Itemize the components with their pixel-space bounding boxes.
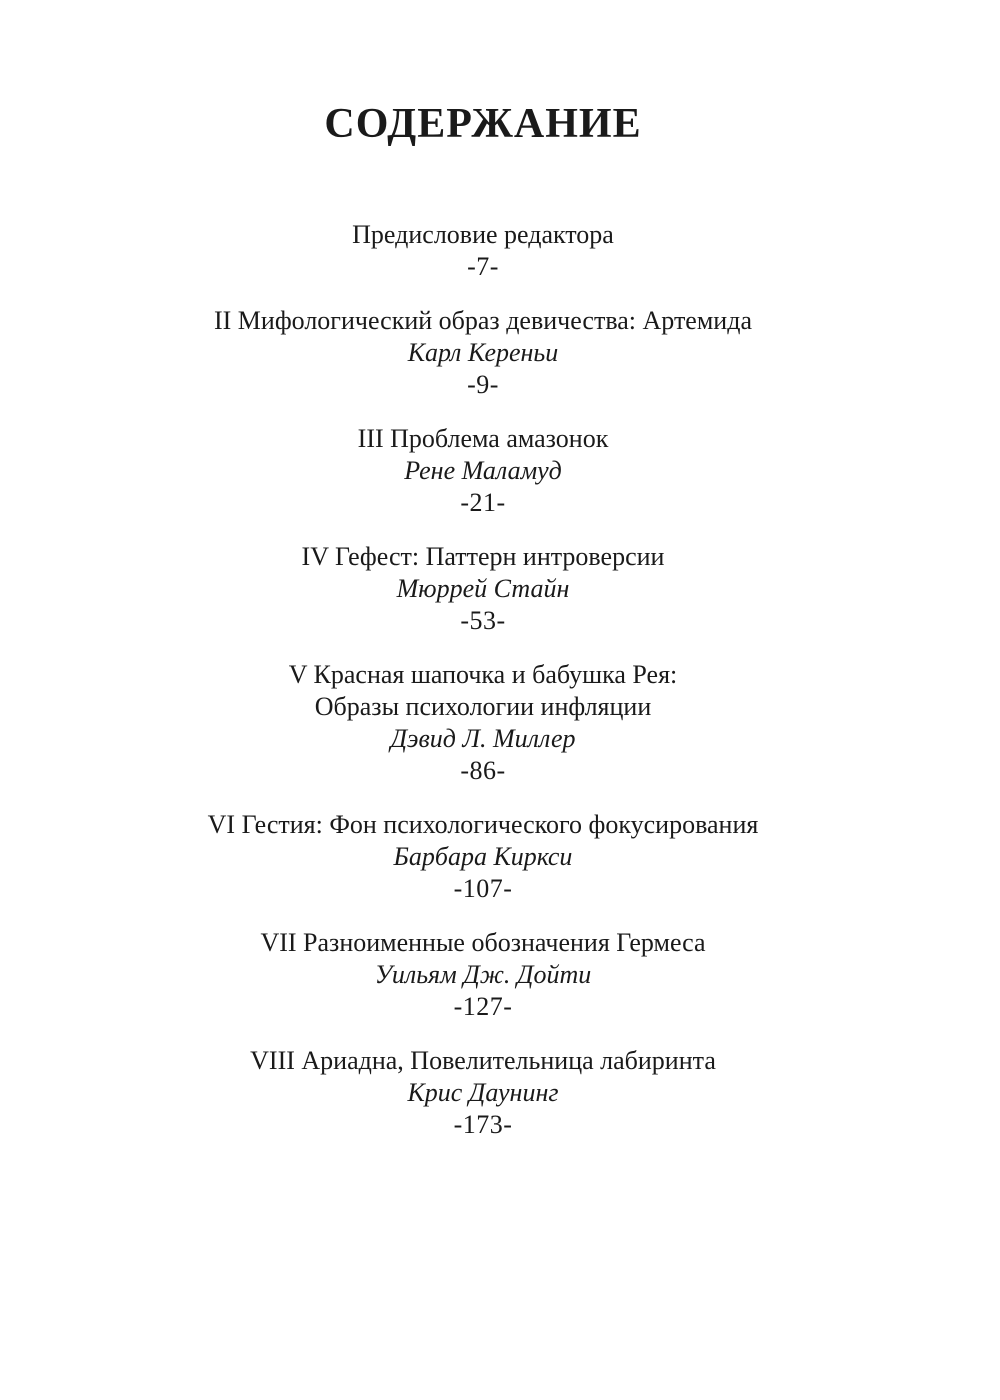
toc-entry-6: [0, 809, 966, 905]
entry-title: IV Гефест: Паттерн интроверсии: [301, 542, 665, 571]
entry-author: Рене Маламуд: [404, 456, 562, 485]
entry-author: Дэвид Л. Миллер: [390, 724, 576, 753]
entry-page-number: -127-: [453, 992, 513, 1021]
toc-entry-preface: [0, 219, 966, 283]
toc-entry-7: [0, 927, 966, 1023]
toc-entry-4: [0, 541, 966, 637]
entry-author: Уильям Дж. Дойти: [374, 960, 592, 989]
entry-page-number: -53-: [460, 606, 506, 635]
entry-page-number: -9-: [467, 370, 499, 399]
entry-title: VI Гестия: Фон психологического фокусирования: [207, 810, 759, 839]
entry-page-number: -7-: [467, 252, 499, 281]
entry-author: Барбара Киркси: [393, 842, 573, 871]
toc-entry-5: [0, 659, 966, 787]
toc-entry-8: [0, 1045, 966, 1141]
entry-title: III Проблема амазонок: [357, 424, 609, 453]
entry-author: Мюррей Стайн: [396, 574, 570, 603]
table-of-contents: [0, 219, 966, 1163]
entry-title: Предисловие редактора: [352, 220, 614, 249]
toc-entry-2: [0, 305, 966, 401]
toc-entry-3: [0, 423, 966, 519]
entry-title: VIII Ариадна, Повелительница лабиринта: [250, 1046, 716, 1075]
entry-page-number: -173-: [453, 1110, 513, 1139]
entry-author: Карл Кереньи: [407, 338, 559, 367]
entry-title: V Красная шапочка и бабушка Рея:: [288, 660, 678, 689]
entry-title-continued: Образы психологии инфляции: [314, 692, 652, 721]
entry-title: VII Разноименные обозначения Гермеса: [260, 928, 706, 957]
entry-page-number: -107-: [453, 874, 513, 903]
entry-page-number: -86-: [460, 756, 506, 785]
entry-author: Крис Даунинг: [407, 1078, 559, 1107]
page-title: СОДЕРЖАНИЕ: [324, 101, 642, 147]
entry-page-number: -21-: [460, 488, 506, 517]
entry-title: II Мифологический образ девичества: Артемида: [213, 306, 752, 335]
